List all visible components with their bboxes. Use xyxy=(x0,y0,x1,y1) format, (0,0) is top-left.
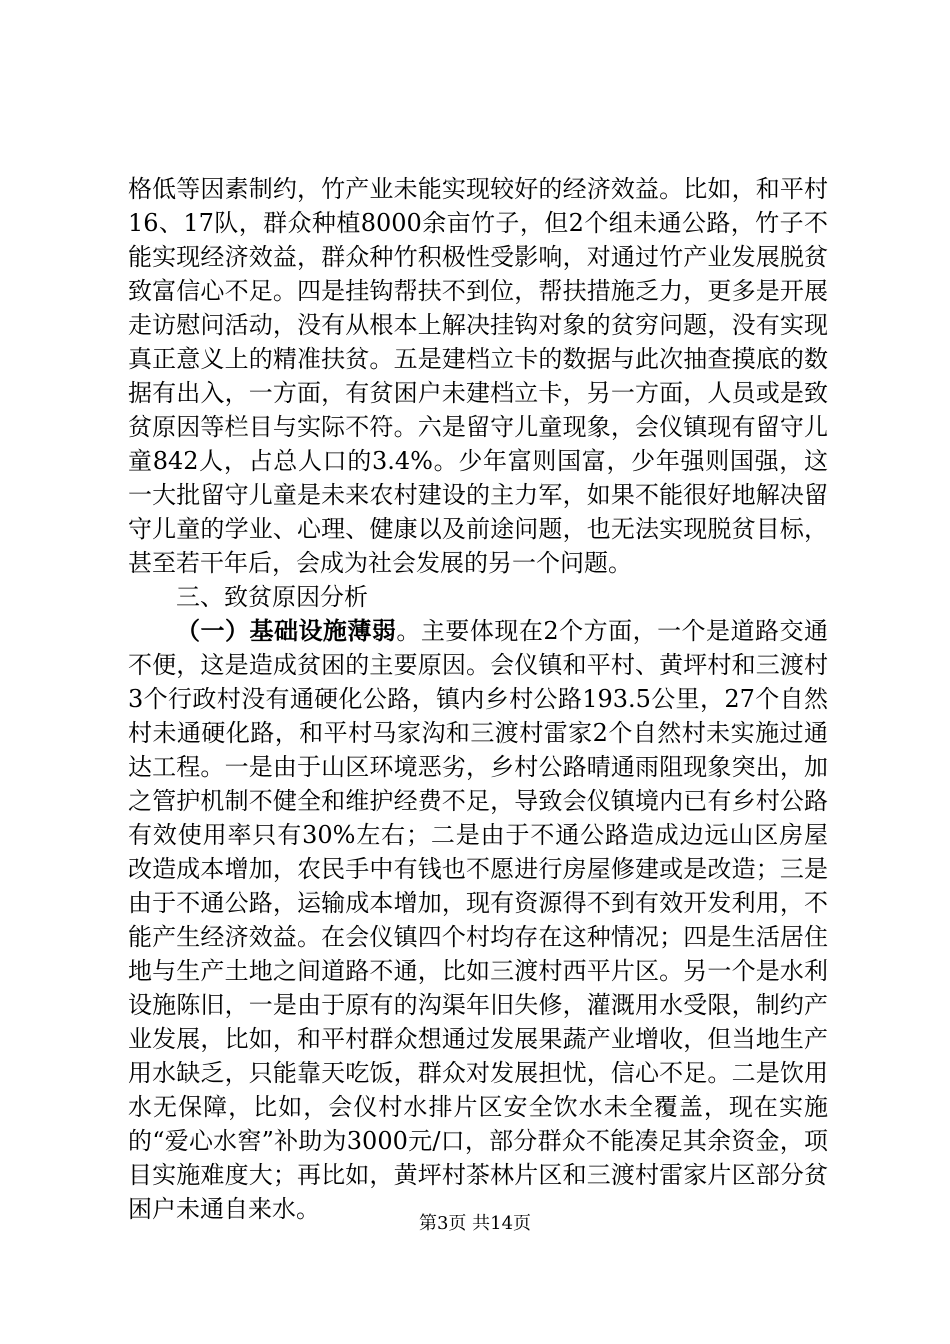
document-body xyxy=(128,172,828,1226)
paragraph-infrastructure xyxy=(128,614,828,1226)
paragraph-continuation: 格低等因素制约，竹产业未能实现较好的经济效益。比如，和平村16、17队，群众种植8000余亩竹子，但2个组未通公路，竹子不能实现经济效益，群众种竹积极性受影响，对通过竹产业发展脱贫致富信心不足。四是挂钩帮扶不到位，帮扶措施乏力，更多是开展走访慰问活动，没有从根本上解决挂钩对象的贫穷问题，没有实现真正意义上的精准扶贫。五是建档立卡的数据与此次抽查摸底的数据有出入，一方面，有贫困户未建档立卡，另一方面，人员或是致贫原因等栏目与实际不符。六是留守儿童现象，会仪镇现有留守儿童842人，占总人口的3.4%。少年富则国富，少年强则国强，这一大批留守儿童是未来农村建设的主力军，如果不能很好地解决留守儿童的学业、心理、健康以及前途问题，也无法实现脱贫目标，甚至若干年后，会成为社会发展的另一个问题。 xyxy=(128,175,828,577)
paragraph-infrastructure-text: 主要体现在2个方面，一个是道路交通不便，这是造成贫困的主要原因。会仪镇和平村、黄坪村和三渡村3个行政村没有通硬化公路，镇内乡村公路193.5公里，27个自然村未通硬化路，和平村马家沟和三渡村雷家2个自然村未实施过通达工程。一是由于山区环境恶劣，乡村公路晴通雨阻现象突出，加之管护机制不健全和维护经费不足，导致会仪镇境内已有乡村公路有效使用率只有30%左右；二是由于不通公路造成边远山区房屋改造成本增加，农民手中有钱也不愿进行房屋修建或是改造；三是由于不通公路，运输成本增加，现有资源得不到有效开发利用，不能产生经济效益。在会仪镇四个村均存在这种情况；四是生活居住地与生产土地之间道路不通，比如三渡村西平片区。另一个是水利设施陈旧，一是由于原有的沟渠年旧失修，灌溉用水受限，制约产业发展，比如，和平村群众想通过发展果蔬产业增收，但当地生产用水缺乏，只能靠天吃饭，群众对发展担忧，信心不足。二是饮用水无保障，比如，会仪村水排片区安全饮水未全覆盖，现在实施的“爱心水窖”补助为3000元/口，部分群众不能凑足其余资金，项目实施难度大；再比如，黄坪村茶林片区和三渡村雷家片区部分贫困户未通自来水。 xyxy=(128,617,829,1223)
subsection-heading: （一）基础设施薄弱 xyxy=(176,616,397,645)
page-footer: 第3页 共14页 xyxy=(418,1213,532,1234)
section-heading: 三、致贫原因分析 xyxy=(176,583,368,611)
subsection-heading-punct: 。 xyxy=(396,617,421,645)
